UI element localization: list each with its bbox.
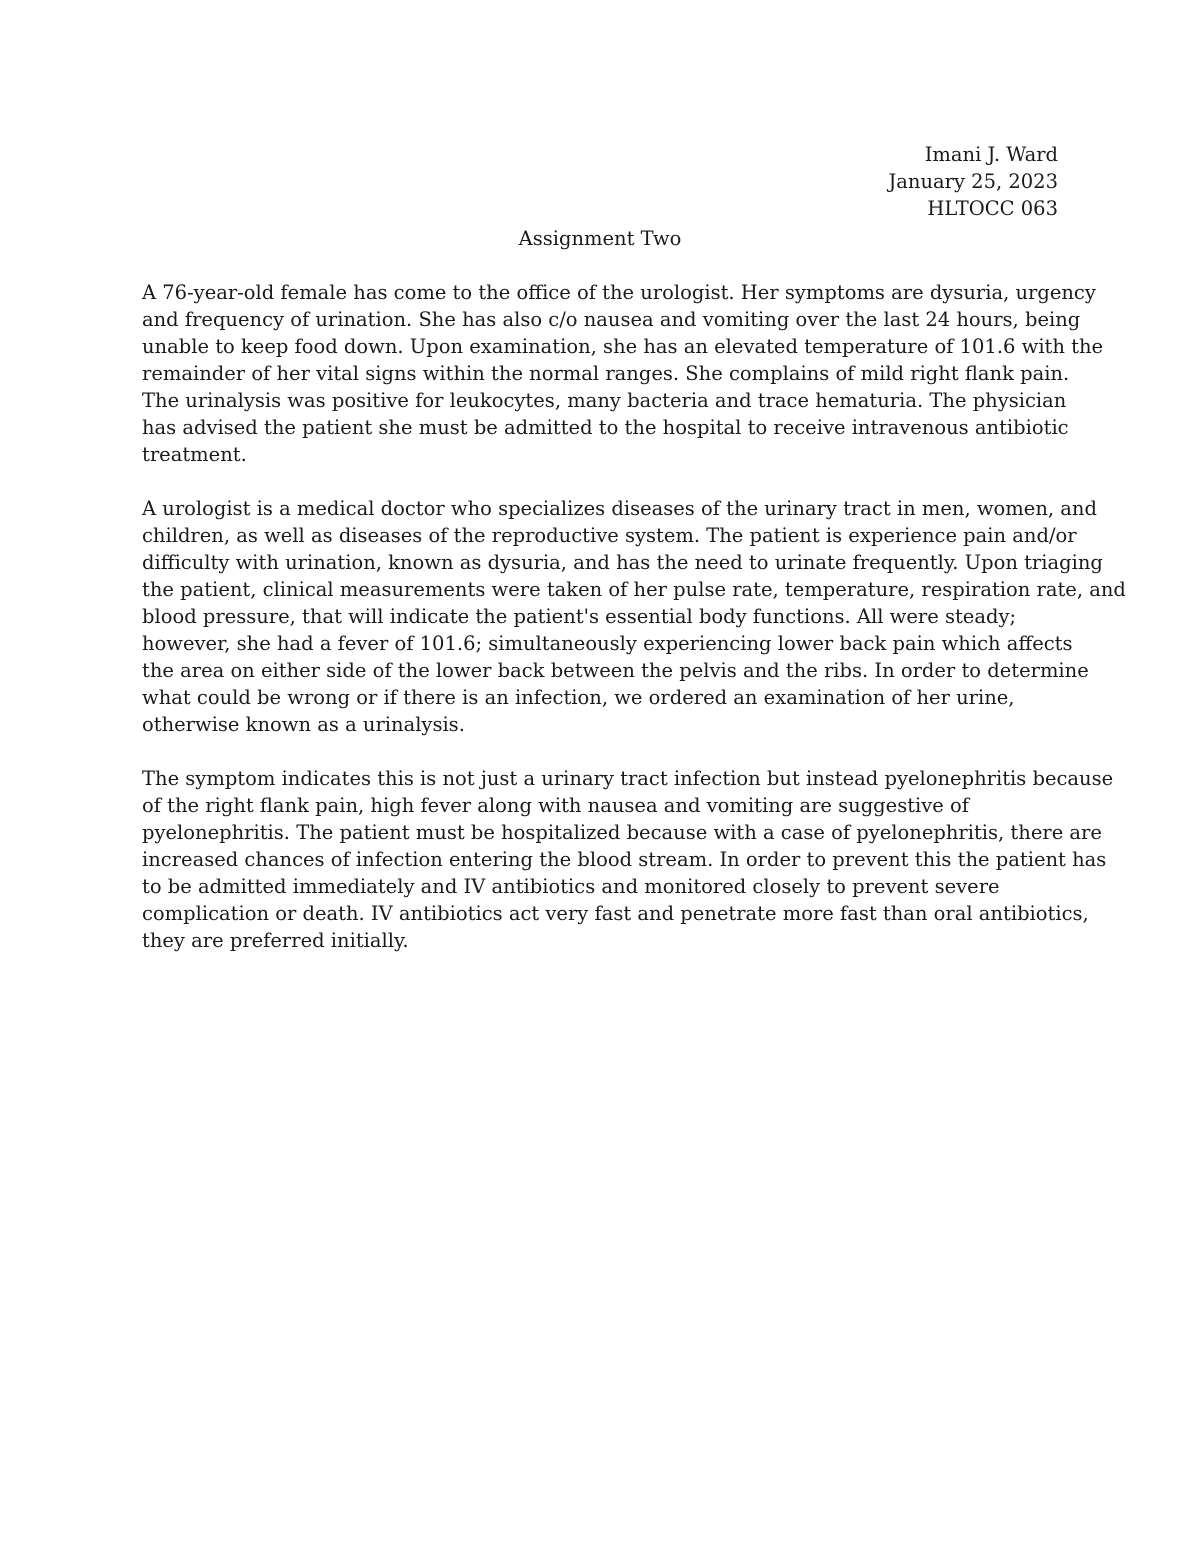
paragraph-line: unable to keep food down. Upon examination, she has an elevated temperature of 101.6 with the (142, 335, 1104, 358)
paragraph-line: The symptom indicates this is not just a urinary tract infection but instead pyelonephritis because (142, 767, 1114, 790)
paragraph-line: The urinalysis was positive for leukocytes, many bacteria and trace hematuria. The physician (142, 389, 1067, 412)
paragraph-line: they are preferred initially. (142, 929, 409, 952)
paragraph-urologist-assessment (142, 495, 1126, 738)
paragraph-line: complication or death. IV antibiotics act very fast and penetrate more fast than oral antibiotics, (142, 902, 1089, 925)
paragraph-line: A urologist is a medical doctor who specializes diseases of the urinary tract in men, women, and (142, 497, 1097, 520)
paragraph-line: remainder of her vital signs within the normal ranges. She complains of mild right flank pain. (142, 362, 1070, 385)
document-body (142, 279, 1126, 981)
paragraph-line: the patient, clinical measurements were taken of her pulse rate, temperature, respiration rate, and (142, 578, 1126, 601)
paragraph-line: however, she had a fever of 101.6; simultaneously experiencing lower back pain which affects (142, 632, 1073, 655)
paragraph-line: what could be wrong or if there is an infection, we ordered an examination of her urine, (142, 686, 1015, 709)
paragraph-diagnosis (142, 765, 1114, 954)
paragraph-line: otherwise known as a urinalysis. (142, 713, 465, 736)
paragraph-case-description (142, 279, 1104, 468)
paragraph-line: difficulty with urination, known as dysuria, and has the need to urinate frequently. Upon triaging (142, 551, 1103, 574)
author-name: Imani J. Ward (924, 143, 1058, 166)
paragraph-line: children, as well as diseases of the reproductive system. The patient is experience pain and/or (142, 524, 1077, 547)
paragraph-line: and frequency of urination. She has also c/o nausea and vomiting over the last 24 hours, being (142, 308, 1081, 331)
paragraph-line: to be admitted immediately and IV antibiotics and monitored closely to prevent severe (142, 875, 1000, 898)
paragraph-line: pyelonephritis. The patient must be hospitalized because with a case of pyelonephritis, there are (142, 821, 1102, 844)
paragraph-line: of the right flank pain, high fever along with nausea and vomiting are suggestive of (142, 794, 969, 817)
document-date: January 25, 2023 (888, 170, 1058, 193)
document-header (458, 141, 1058, 222)
course-code: HLTOCC 063 (927, 197, 1058, 220)
paragraph-line: A 76-year-old female has come to the office of the urologist. Her symptoms are dysuria, urgency (142, 281, 1096, 304)
paragraph-line: the area on either side of the lower back between the pelvis and the ribs. In order to determine (142, 659, 1089, 682)
paragraph-line: treatment. (142, 443, 247, 466)
paragraph-line: blood pressure, that will indicate the patient's essential body functions. All were steady; (142, 605, 1017, 628)
paragraph-line: has advised the patient she must be admitted to the hospital to receive intravenous antibiotic (142, 416, 1069, 439)
document-title: Assignment Two (518, 227, 682, 250)
paragraph-line: increased chances of infection entering the blood stream. In order to prevent this the patient has (142, 848, 1107, 871)
